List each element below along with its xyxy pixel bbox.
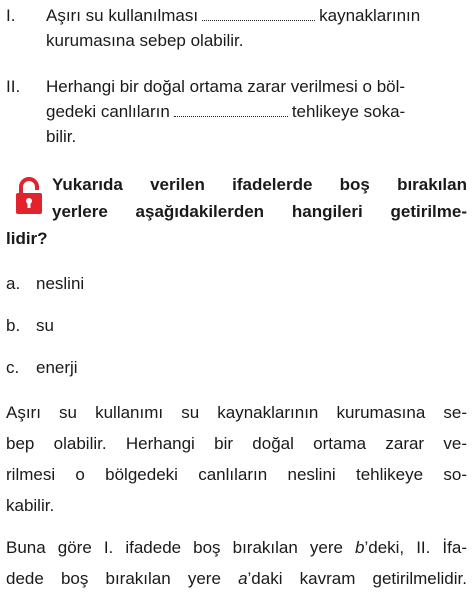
statement-line: Herhangi bir doğal ortama zarar verilmesi o böl-	[46, 77, 406, 96]
statement-text: gedeki canlıların	[46, 102, 170, 121]
paragraph-text: ’deki, II. İfa-	[364, 538, 467, 557]
paragraph-text: dede boş bırakılan yere	[6, 569, 239, 588]
statement-line	[46, 99, 462, 124]
statement-text: Aşırı su kullanılması	[46, 6, 199, 25]
paragraph-text: Buna göre I. ifadede boş bırakılan yere	[6, 538, 355, 557]
fill-in-blank	[174, 104, 288, 117]
paragraph-line: rilmesi o bölgedeki canlıların neslini tehlikeye so-	[6, 465, 467, 484]
option-letter: c.	[6, 358, 20, 377]
statement-line: kurumasına sebep olabilir.	[46, 31, 244, 50]
statement-2	[0, 74, 470, 154]
fill-in-blank	[202, 8, 315, 21]
question-line: yerlere aşağıdakilerden hangileri getirilme-	[52, 202, 467, 221]
option-text: enerji	[36, 358, 78, 377]
paragraph-text: ’daki kavram getirilmelidir.	[247, 569, 467, 588]
statement-text: tehlikeye soka-	[291, 102, 406, 121]
option-a	[6, 271, 84, 296]
paragraph-line: Aşırı su kullanımı su kaynaklarının kurumasına se-	[6, 403, 467, 422]
statement-1	[0, 3, 470, 55]
option-letter: b.	[6, 316, 21, 335]
conclusion-paragraph	[6, 532, 467, 594]
question-line: lidir?	[6, 229, 48, 248]
statement-text: kaynaklarının	[319, 6, 421, 25]
statement-line: bilir.	[46, 127, 77, 146]
statement-number: I.	[6, 6, 16, 25]
option-text: su	[36, 316, 54, 335]
option-c	[6, 355, 78, 380]
paragraph-line: bep olabilir. Herhangi bir doğal ortama zarar ve-	[6, 434, 467, 453]
paragraph-variable: a	[238, 569, 248, 588]
paragraph-line: kabilir.	[6, 496, 55, 515]
statement-line	[46, 3, 462, 28]
paragraph-variable: b	[355, 538, 365, 557]
paragraph-line	[6, 563, 467, 594]
statement-number: II.	[6, 77, 21, 96]
option-text: neslini	[36, 274, 85, 293]
paragraph-line	[6, 532, 467, 563]
option-letter: a.	[6, 274, 21, 293]
option-b	[6, 313, 54, 338]
answer-paragraph	[6, 397, 467, 521]
question	[6, 171, 467, 252]
question-line: Yukarıda verilen ifadelerde boş bırakılan	[52, 175, 467, 194]
